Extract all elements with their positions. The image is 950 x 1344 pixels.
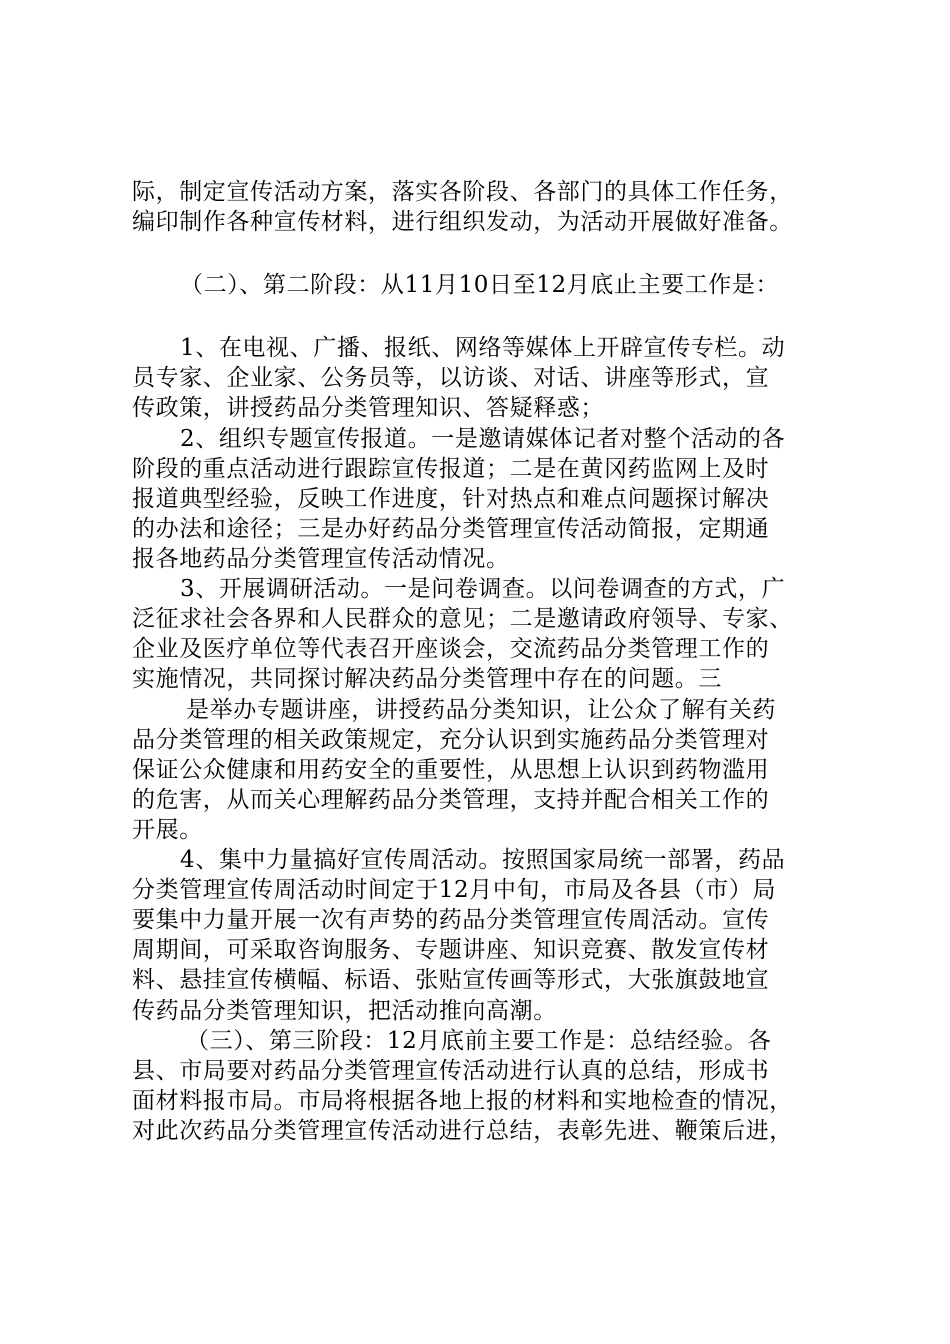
text-line: 际，制定宣传活动方案，落实各阶段、各部门的具体工作任务， [132, 179, 793, 205]
text-line: 对此次药品分类管理宣传活动进行总结，表彰先进、鞭策后进， [132, 1118, 793, 1144]
text-line: 报道典型经验，反映工作进度，针对热点和难点问题探讨解决 [132, 486, 770, 512]
text-line: 品分类管理的相关政策规定，充分认识到实施药品分类管理对 [132, 727, 770, 753]
text-line: 1、在电视、广播、报纸、网络等媒体上开辟宣传专栏。动 [180, 335, 786, 361]
text-line: 员专家、企业家、公务员等，以访谈、对话、讲座等形式，宣 [132, 365, 770, 391]
text-line: 保证公众健康和用药安全的重要性，从思想上认识到药物滥用 [132, 757, 770, 783]
text-line: 4、集中力量搞好宣传周活动。按照国家局统一部署，药品 [180, 847, 786, 873]
text-line: 传药品分类管理知识，把活动推向高潮。 [132, 998, 557, 1024]
text-line: 是举办专题讲座，讲授药品分类知识，让公众了解有关药 [186, 697, 776, 723]
section-heading: （三）、第三阶段：12月底前主要工作是：总结经验。各 [186, 1028, 772, 1054]
text-line: 周期间，可采取咨询服务、专题讲座、知识竞赛、散发宣传材 [132, 937, 770, 963]
text-line: 面材料报市局。市局将根据各地上报的材料和实地检查的情况， [132, 1088, 793, 1114]
text-line: 分类管理宣传周活动时间定于12月中旬，市局及各县（市）局 [132, 877, 777, 903]
text-line: 传政策，讲授药品分类管理知识、答疑释惑； [132, 395, 604, 421]
text-line: 料、悬挂宣传横幅、标语、张贴宣传画等形式，大张旗鼓地宣 [132, 967, 770, 993]
text-line: 实施情况，共同探讨解决药品分类管理中存在的问题。三 [132, 666, 722, 692]
text-line: 2、组织专题宣传报道。一是邀请媒体记者对整个活动的各 [180, 426, 786, 452]
text-line: 开展。 [132, 817, 203, 843]
text-line: 阶段的重点活动进行跟踪宣传报道；二是在黄冈药监网上及时 [132, 456, 770, 482]
section-heading: （二）、第二阶段：从11月10日至12月底止主要工作是： [180, 272, 780, 298]
text-line: 3、开展调研活动。一是问卷调查。以问卷调查的方式，广 [180, 576, 786, 602]
text-line: 报各地药品分类管理宣传活动情况。 [132, 546, 510, 572]
text-line: 要集中力量开展一次有声势的药品分类管理宣传周活动。宣传 [132, 907, 770, 933]
text-line: 编印制作各种宣传材料，进行组织发动，为活动开展做好准备。 [132, 209, 793, 235]
text-line: 泛征求社会各界和人民群众的意见；二是邀请政府领导、专家、 [132, 606, 793, 632]
text-line: 的危害，从而关心理解药品分类管理，支持并配合相关工作的 [132, 787, 770, 813]
text-line: 的办法和途径；三是办好药品分类管理宣传活动简报，定期通 [132, 516, 770, 542]
text-line: 企业及医疗单位等代表召开座谈会，交流药品分类管理工作的 [132, 636, 770, 662]
text-line: 县、市局要对药品分类管理宣传活动进行认真的总结，形成书 [132, 1058, 770, 1084]
